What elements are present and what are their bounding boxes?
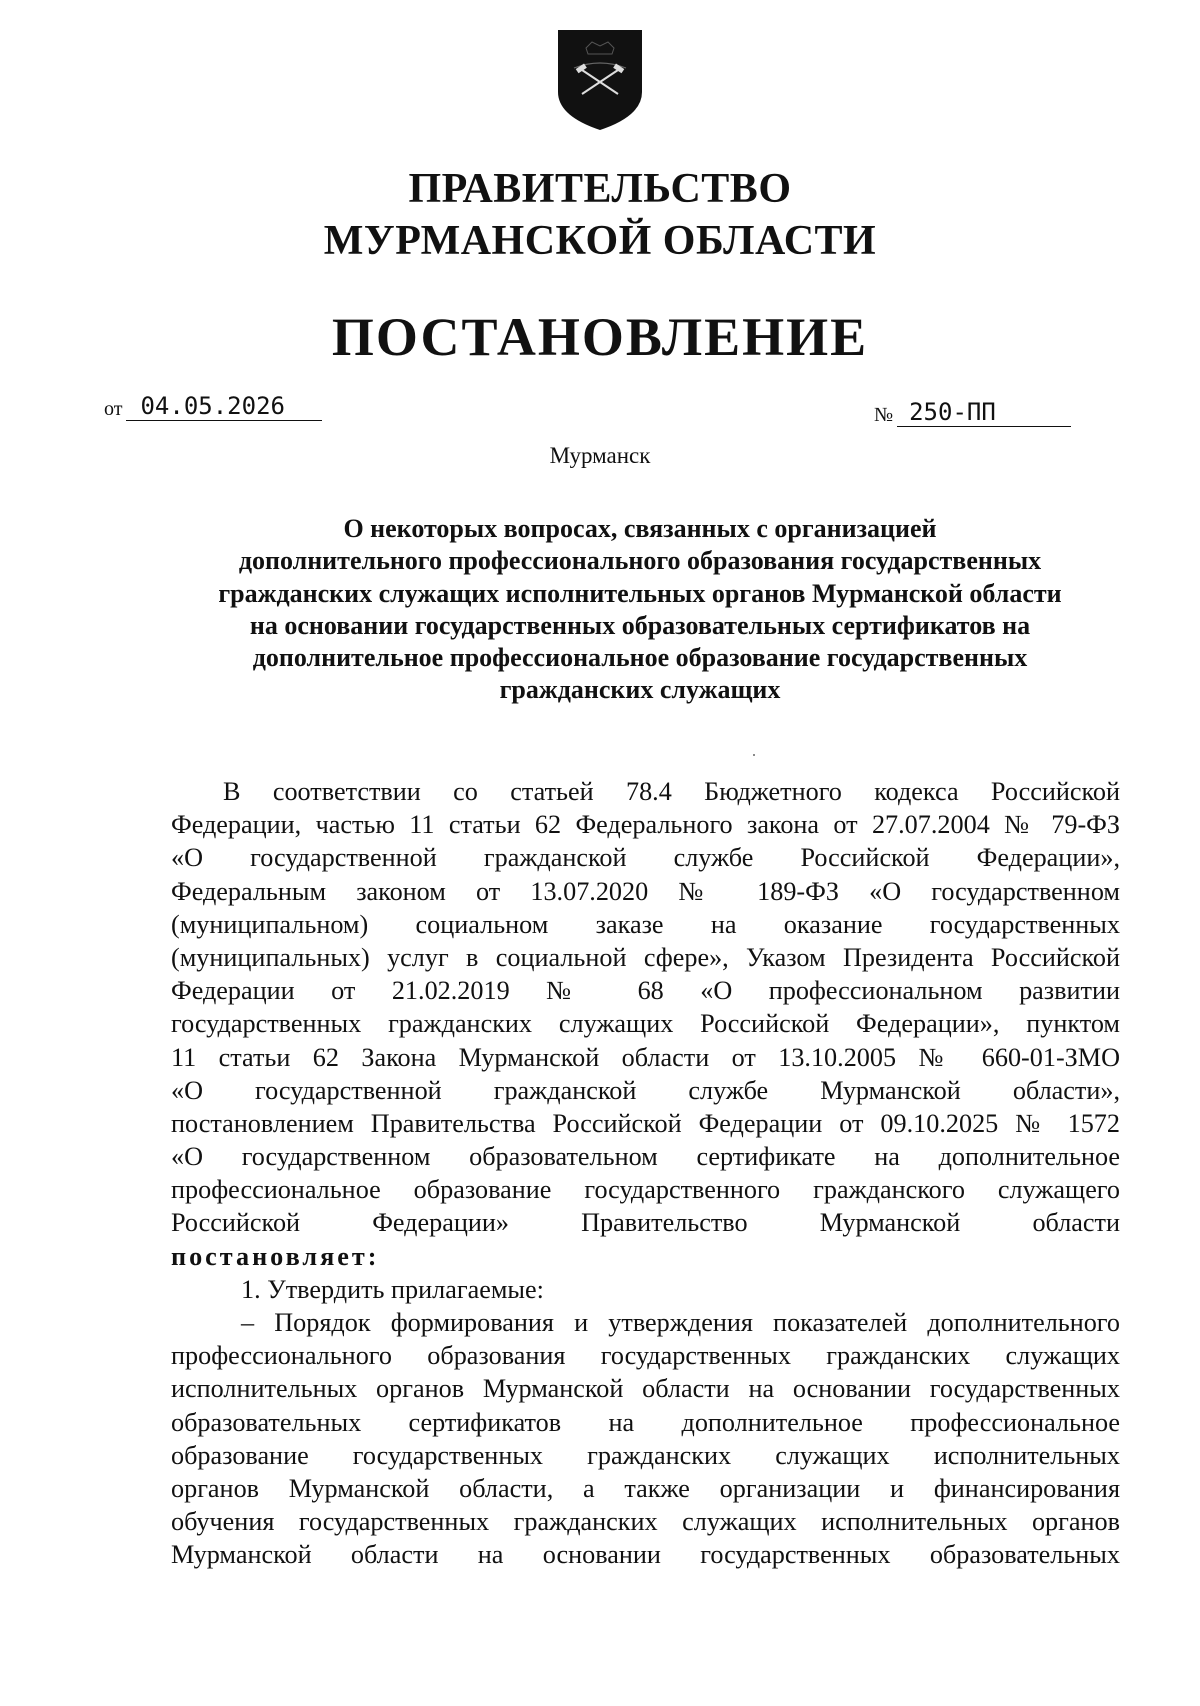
- body-line: «О государственной гражданской службе Российской Федерации»,: [171, 843, 1120, 873]
- body-line: образовательных сертификатов на дополнительное профессиональное: [171, 1407, 1120, 1437]
- body-line: профессиональное образование государственного гражданского служащего: [171, 1175, 1120, 1205]
- body-line: Федерации, частью 11 статьи 62 Федерального закона от 27.07.2004 № 79-ФЗ: [171, 810, 1120, 840]
- document-number: [874, 398, 1071, 438]
- scan-speck: [753, 754, 755, 756]
- number-value: 250-ПП: [897, 398, 1071, 427]
- document-type-heading: ПОСТАНОВЛЕНИЕ: [331, 307, 869, 367]
- document-subject: [150, 513, 1130, 707]
- body-line: 11 статьи 62 Закона Мурманской области от 13.10.2005 № 660-01-ЗМО: [171, 1042, 1120, 1072]
- body-line: исполнительных органов Мурманской области на основании государственных: [171, 1374, 1120, 1404]
- body-line: органов Мурманской области, а также организации и финансирования: [171, 1473, 1120, 1503]
- resolves-word: постановляет:: [171, 1241, 380, 1271]
- date-prefix: от: [104, 398, 123, 420]
- government-title-line-2: МУРМАНСКОЙ ОБЛАСТИ: [323, 218, 877, 264]
- body-line: профессионального образования государственных гражданских служащих: [171, 1341, 1120, 1371]
- body-line: постановлением Правительства Российской Федерации от 09.10.2025 № 1572: [171, 1108, 1120, 1138]
- coat-of-arms-icon: [556, 28, 644, 132]
- city-name: Мурманск: [549, 443, 651, 468]
- body-line: государственных гражданских служащих Российской Федерации», пунктом: [171, 1009, 1120, 1039]
- body-line: обучения государственных гражданских служащих исполнительных органов: [171, 1507, 1120, 1537]
- body-line: Федерации от 21.02.2019 № 68 «О профессиональном развитии: [171, 976, 1120, 1006]
- subject-line: О некоторых вопросах, связанных с организацией: [343, 514, 937, 543]
- government-title-line-1: ПРАВИТЕЛЬСТВО: [408, 166, 792, 212]
- body-line: Федеральным законом от 13.07.2020 № 189-ФЗ «О государственном: [171, 876, 1120, 906]
- document-body: [171, 775, 1120, 1572]
- body-line: (муниципальном) социальном заказе на оказание государственных: [171, 909, 1120, 939]
- number-prefix: №: [874, 404, 894, 426]
- body-line: (муниципальных) услуг в социальной сфере», Указом Президента Российской: [171, 942, 1120, 972]
- subject-line: дополнительное профессиональное образование государственных: [252, 643, 1028, 673]
- body-line: Мурманской области на основании государственных образовательных: [171, 1540, 1120, 1570]
- subject-line: гражданских служащих исполнительных органов Мурманской области: [218, 578, 1062, 608]
- body-line: Российской Федерации» Правительство Мурманской области: [171, 1208, 1120, 1238]
- subject-line: гражданских служащих: [499, 675, 781, 705]
- document-date: [104, 392, 322, 432]
- body-line: «О государственной гражданской службе Мурманской области»,: [171, 1075, 1120, 1105]
- body-line: образование государственных гражданских служащих исполнительных: [171, 1440, 1120, 1470]
- body-line: В соответствии со статьей 78.4 Бюджетного кодекса Российской: [223, 777, 1120, 806]
- date-value: 04.05.2026: [126, 392, 322, 421]
- subject-line: дополнительного профессионального образования государственных: [238, 546, 1042, 576]
- government-title: [0, 163, 1200, 267]
- item-1-heading: 1. Утвердить прилагаемые:: [241, 1274, 544, 1304]
- subject-line: на основании государственных образовательных сертификатов на: [249, 610, 1031, 640]
- body-line: – Порядок формирования и утверждения показателей дополнительного: [241, 1308, 1120, 1337]
- body-line: «О государственном образовательном сертификате на дополнительное: [171, 1142, 1120, 1172]
